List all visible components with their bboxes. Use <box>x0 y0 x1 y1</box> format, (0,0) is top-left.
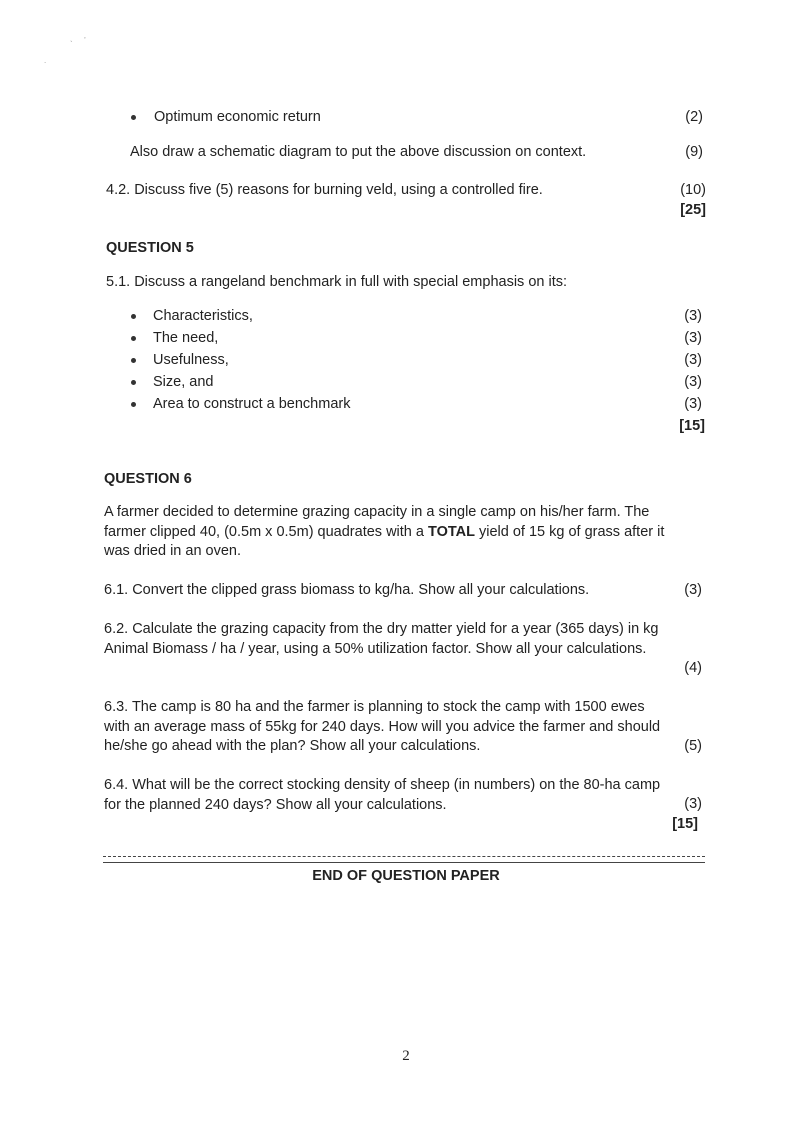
q6-4-block <box>104 776 660 815</box>
q6-scenario-line: was dried in an oven. <box>104 543 242 559</box>
q4-bullet-mark: (2) <box>685 109 703 125</box>
q6-total: [15] <box>672 816 698 832</box>
q4-bullet-text: Optimum economic return <box>154 109 321 125</box>
q4-2-mark: (10) <box>680 182 706 198</box>
q6-1-mark: (3) <box>684 582 702 598</box>
q4-diagram-text: Also draw a schematic diagram to put the above discussion on context. <box>130 144 587 160</box>
list-item-mark: (3) <box>684 396 702 412</box>
scan-speck: ’ <box>84 36 86 45</box>
page-number: 2 <box>402 1048 410 1064</box>
q5-heading: QUESTION 5 <box>106 240 194 256</box>
q6-scenario-bold: TOTAL <box>427 523 475 540</box>
q5-total: [15] <box>679 418 705 434</box>
q6-scenario-pre: farmer clipped 40, (0.5m x 0.5m) quadrates with a <box>104 523 428 540</box>
q6-4-line: 6.4. What will be the correct stocking density of sheep (in numbers) on the 80-ha camp <box>104 777 661 793</box>
bullet-icon <box>131 314 136 319</box>
list-item: Characteristics, <box>153 308 253 324</box>
list-item: Area to construct a benchmark <box>153 396 351 412</box>
list-item: Usefulness, <box>153 352 229 368</box>
bullet-icon <box>131 336 136 341</box>
q6-2-line: 6.2. Calculate the grazing capacity from the dry matter yield for a year (365 days) in kg <box>104 621 659 637</box>
q6-scenario-line <box>104 523 724 543</box>
q6-scenario-line: A farmer decided to determine grazing capacity in a single camp on his/her farm. The <box>104 504 650 520</box>
q6-3-line: with an average mass of 55kg for 240 days. How will you advice the farmer and should <box>104 718 661 735</box>
scan-speck: ` <box>70 40 73 49</box>
q6-1-text: 6.1. Convert the clipped grass biomass to kg/ha. Show all your calculations. <box>104 582 590 598</box>
q6-2-mark: (4) <box>684 660 702 676</box>
dashed-divider <box>103 856 705 857</box>
bullet-icon <box>131 115 136 120</box>
q6-4-line: for the planned 240 days? Show all your calculations. <box>104 796 447 813</box>
end-of-paper: END OF QUESTION PAPER <box>312 868 500 884</box>
scan-speck: . <box>44 56 47 65</box>
q6-2-block <box>104 620 658 659</box>
list-item-mark: (3) <box>684 308 702 324</box>
q6-scenario <box>104 503 724 562</box>
q4-total: [25] <box>680 202 706 218</box>
q6-3-line: he/she go ahead with the plan? Show all your calculations. <box>104 738 481 754</box>
q5-intro: 5.1. Discuss a rangeland benchmark in full with special emphasis on its: <box>106 274 568 290</box>
q6-heading: QUESTION 6 <box>104 471 192 487</box>
bullet-icon <box>131 402 136 407</box>
bullet-icon <box>131 358 136 363</box>
list-item: The need, <box>153 330 219 346</box>
q6-scenario-post: yield of 15 kg of grass after it <box>474 523 665 540</box>
list-item-mark: (3) <box>684 352 702 368</box>
list-item: Size, and <box>153 374 214 390</box>
bullet-icon <box>131 380 136 385</box>
list-item-mark: (3) <box>684 330 702 346</box>
list-item-mark: (3) <box>684 374 702 390</box>
q4-2-text: 4.2. Discuss five (5) reasons for burning veld, using a controlled fire. <box>106 182 543 198</box>
q6-2-line: Animal Biomass / ha / year, using a 50% utilization factor. Show all your calculations. <box>104 640 647 657</box>
solid-divider <box>103 862 705 863</box>
q6-3-block <box>104 698 660 757</box>
q6-3-line: 6.3. The camp is 80 ha and the farmer is planning to stock the camp with 1500 ewes <box>104 699 645 715</box>
q4-diagram-mark: (9) <box>685 144 703 160</box>
q6-4-mark: (3) <box>684 796 702 812</box>
q6-3-mark: (5) <box>684 738 702 754</box>
